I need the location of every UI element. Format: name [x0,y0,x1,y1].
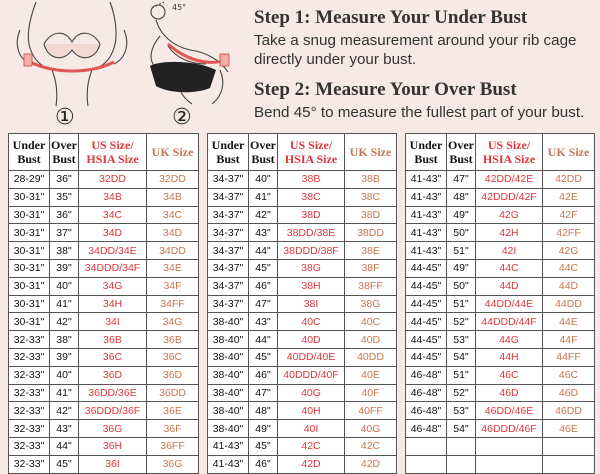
under-bust-cell: 41-43" [208,437,249,455]
table-row [208,366,397,384]
under-bust-cell: 38-40" [208,331,249,349]
uk-size-cell: 44E [543,313,595,331]
over-bust-cell: 40" [50,277,79,295]
over-bust-cell: 36" [50,206,79,224]
over-bust-cell: 53" [447,331,476,349]
over-bust-cell: 42" [50,402,79,420]
under-bust-cell: 34-37" [208,224,249,242]
us-size-cell: 38B [278,171,345,189]
over-bust-cell [447,455,476,473]
uk-size-cell: 36D [147,366,199,384]
uk-size-cell: 42F [543,206,595,224]
us-size-cell: 36DDD/36F [79,402,147,420]
header-us-size: US Size/ HSIA Size [278,134,345,171]
uk-size-cell: 38FF [345,277,397,295]
table-row [9,402,199,420]
uk-size-cell: 32DD [147,171,199,189]
over-bust-cell: 49" [447,259,476,277]
under-bust-cell: 41-43" [406,171,447,189]
uk-size-cell: 40G [345,420,397,438]
table-row [208,331,397,349]
uk-size-cell: 42FF [543,224,595,242]
over-bust-cell: 48" [447,188,476,206]
table-row [9,455,199,473]
uk-size-cell: 38G [345,295,397,313]
over-bust-cell: 43" [249,313,278,331]
us-size-cell: 36H [79,437,147,455]
table-row [406,455,595,473]
table-row [9,188,199,206]
under-bust-cell: 28-29" [9,171,50,189]
uk-size-cell: 34E [147,259,199,277]
size-table-3 [405,133,595,474]
table-row [406,402,595,420]
uk-size-cell: 38E [345,242,397,260]
header-us-size: US Size/ HSIA Size [79,134,147,171]
under-bust-cell: 34-37" [208,171,249,189]
over-bust-cell: 39" [50,348,79,366]
table-row [406,206,595,224]
over-bust-cell: 41" [50,384,79,402]
over-bust-cell: 54" [447,348,476,366]
under-bust-cell: 34-37" [208,277,249,295]
measuring-illustration [0,0,240,132]
uk-size-cell: 34F [147,277,199,295]
table-row [9,206,199,224]
under-bust-cell: 46-48" [406,402,447,420]
us-size-cell: 46DDD/46F [476,420,543,438]
shorts [150,62,216,92]
us-size-cell: 40G [278,384,345,402]
table-row [208,295,397,313]
over-bust-cell: 44" [249,331,278,349]
under-bust-cell: 46-48" [406,366,447,384]
table-row [9,437,199,455]
header-under-bust: Under Bust [406,134,447,171]
over-bust-cell: 41" [50,295,79,313]
under-bust-cell: 46-48" [406,384,447,402]
under-bust-cell: 41-43" [406,206,447,224]
over-bust-cell: 39" [50,259,79,277]
uk-size-cell [543,437,595,455]
table-row [9,313,199,331]
uk-size-cell: 38B [345,171,397,189]
table-row [208,455,397,473]
table-row [406,188,595,206]
table-row [406,224,595,242]
uk-size-cell [543,455,595,473]
over-bust-cell: 53" [447,402,476,420]
us-size-cell: 32DD [79,171,147,189]
under-bust-cell: 32-33" [9,420,50,438]
over-bust-cell: 38" [50,331,79,349]
us-size-cell: 36D [79,366,147,384]
us-size-cell: 42D [278,455,345,473]
table-row [9,277,199,295]
us-size-cell: 42C [278,437,345,455]
header-uk-size: UK Size [543,134,595,171]
over-bust-cell: 45" [249,259,278,277]
under-bust-cell: 32-33" [9,366,50,384]
us-size-cell: 44C [476,259,543,277]
table-row [208,206,397,224]
over-bust-cell: 44" [249,242,278,260]
us-size-cell: 40DD/40E [278,348,345,366]
us-size-cell: 42DD/42E [476,171,543,189]
over-bust-cell: 50" [447,224,476,242]
table-row [208,348,397,366]
us-size-cell: 46DD/46E [476,402,543,420]
table-row [406,259,595,277]
table-row [406,242,595,260]
us-size-cell: 44DDD/44F [476,313,543,331]
table-row [406,171,595,189]
us-size-cell: 44H [476,348,543,366]
uk-size-cell: 36G [147,455,199,473]
uk-size-cell: 34DD [147,242,199,260]
over-bust-cell: 52" [447,313,476,331]
table-row [406,277,595,295]
uk-size-cell: 36C [147,348,199,366]
uk-size-cell: 42E [543,188,595,206]
over-bust-cell: 41" [249,188,278,206]
under-bust-cell: 32-33" [9,348,50,366]
under-bust-cell: 41-43" [406,188,447,206]
us-size-cell: 34C [79,206,147,224]
us-size-cell: 44D [476,277,543,295]
under-bust-cell: 34-37" [208,206,249,224]
us-size-cell: 38I [278,295,345,313]
us-size-cell: 40D [278,331,345,349]
table-row [406,366,595,384]
us-size-cell: 40C [278,313,345,331]
header-us-size: US Size/ HSIA Size [476,134,543,171]
us-size-cell: 46C [476,366,543,384]
under-bust-cell: 30-31" [9,188,50,206]
us-size-cell: 38G [278,259,345,277]
size-table-2 [207,133,397,474]
over-bust-cell: 45" [249,437,278,455]
us-size-cell: 38H [278,277,345,295]
under-bust-cell: 30-31" [9,242,50,260]
table-row [9,420,199,438]
us-size-cell: 36DD/36E [79,384,147,402]
over-bust-cell: 40" [249,171,278,189]
table-row [208,420,397,438]
under-bust-cell [406,437,447,455]
us-size-cell [476,455,543,473]
under-bust-cell: 30-31" [9,295,50,313]
us-size-cell: 44G [476,331,543,349]
uk-size-cell: 34G [147,313,199,331]
over-bust-cell: 45" [50,455,79,473]
us-size-cell: 42H [476,224,543,242]
under-bust-cell: 44-45" [406,331,447,349]
under-bust-cell: 44-45" [406,313,447,331]
over-bust-cell [447,437,476,455]
us-size-cell: 34H [79,295,147,313]
us-size-cell: 36B [79,331,147,349]
table-row [208,437,397,455]
us-size-cell: 40I [278,420,345,438]
over-bust-cell: 51" [447,295,476,313]
uk-size-cell: 34D [147,224,199,242]
over-bust-cell: 42" [50,313,79,331]
table-row [406,384,595,402]
uk-size-cell: 42C [345,437,397,455]
over-bust-cell: 43" [50,420,79,438]
over-bust-cell: 44" [50,437,79,455]
under-bust-cell: 32-33" [9,455,50,473]
header-under-bust: Under Bust [9,134,50,171]
under-bust-cell [406,455,447,473]
over-bust-cell: 51" [447,366,476,384]
step-2-marker: ② [172,105,192,130]
under-bust-cell: 30-31" [9,206,50,224]
table-row [406,313,595,331]
table-row [208,224,397,242]
table-row [208,242,397,260]
us-size-cell: 40DDD/40F [278,366,345,384]
table-row [9,331,199,349]
header-over-bust: Over Bust [249,134,278,171]
measuring-figures-drawing [0,0,240,132]
uk-size-cell: 40E [345,366,397,384]
us-size-cell: 36C [79,348,147,366]
uk-size-cell: 36DD [147,384,199,402]
under-bust-cell: 44-45" [406,348,447,366]
table-row [9,171,199,189]
us-size-cell: 40H [278,402,345,420]
table-row [9,224,199,242]
uk-size-cell: 44F [543,331,595,349]
uk-size-cell: 40C [345,313,397,331]
under-bust-cell: 38-40" [208,402,249,420]
tape-under-bust [24,54,114,71]
angle-label: 45° [172,3,187,12]
under-bust-cell: 30-31" [9,224,50,242]
under-bust-cell: 32-33" [9,402,50,420]
under-bust-cell: 38-40" [208,366,249,384]
us-size-cell: 38DDD/38F [278,242,345,260]
uk-size-cell: 42D [345,455,397,473]
step-1-description: Take a snug measurement around your rib cage directly under your bust. [254,32,577,68]
over-bust-cell: 50" [447,277,476,295]
table-row [208,259,397,277]
table-row [406,420,595,438]
under-bust-cell: 30-31" [9,313,50,331]
uk-size-cell: 38C [345,188,397,206]
over-bust-cell: 47" [249,384,278,402]
over-bust-cell: 45" [249,348,278,366]
step-1-title: Step 1: Measure Your Under Bust [254,7,528,28]
table-row [208,277,397,295]
table-row [406,348,595,366]
over-bust-cell: 40" [50,366,79,384]
under-bust-cell: 44-45" [406,295,447,313]
table-row [208,402,397,420]
under-bust-cell: 34-37" [208,295,249,313]
us-size-cell: 34G [79,277,147,295]
uk-size-cell: 46E [543,420,595,438]
us-size-cell: 42DDD/42F [476,188,543,206]
us-size-cell: 34DDD/34F [79,259,147,277]
over-bust-cell: 47" [249,295,278,313]
under-bust-cell: 41-43" [208,455,249,473]
over-bust-cell: 36" [50,171,79,189]
table-row [208,171,397,189]
us-size-cell: 36I [79,455,147,473]
table-row [9,242,199,260]
under-bust-cell: 38-40" [208,420,249,438]
table-row [406,295,595,313]
over-bust-cell: 49" [447,206,476,224]
under-bust-cell: 34-37" [208,242,249,260]
table-row [9,259,199,277]
header-over-bust: Over Bust [50,134,79,171]
table-row [9,295,199,313]
us-size-cell: 38D [278,206,345,224]
header-uk-size: UK Size [345,134,397,171]
us-size-cell: 46D [476,384,543,402]
uk-size-cell: 38D [345,206,397,224]
under-bust-cell: 32-33" [9,384,50,402]
uk-size-cell: 34C [147,206,199,224]
us-size-cell: 38DD/38E [278,224,345,242]
us-size-cell: 34B [79,188,147,206]
uk-size-cell: 34FF [147,295,199,313]
uk-size-cell: 34B [147,188,199,206]
uk-size-cell: 38F [345,259,397,277]
under-bust-cell: 32-33" [9,437,50,455]
table-row [208,384,397,402]
under-bust-cell: 38-40" [208,313,249,331]
table-row [208,188,397,206]
over-bust-cell: 46" [249,277,278,295]
uk-size-cell: 44C [543,259,595,277]
over-bust-cell: 48" [249,402,278,420]
us-size-cell: 34I [79,313,147,331]
uk-size-cell: 36E [147,402,199,420]
over-bust-cell: 54" [447,420,476,438]
measuring-steps [254,6,598,122]
us-size-cell: 42G [476,206,543,224]
us-size-cell: 42I [476,242,543,260]
us-size-cell: 38C [278,188,345,206]
us-size-cell [476,437,543,455]
table-row [406,331,595,349]
under-bust-cell: 46-48" [406,420,447,438]
uk-size-cell: 44D [543,277,595,295]
under-bust-cell: 41-43" [406,242,447,260]
under-bust-cell: 38-40" [208,384,249,402]
table-row [208,313,397,331]
over-bust-cell: 42" [249,206,278,224]
uk-size-cell: 40FF [345,402,397,420]
uk-size-cell: 36F [147,420,199,438]
under-bust-cell: 34-37" [208,259,249,277]
under-bust-cell: 41-43" [406,224,447,242]
uk-size-cell: 36B [147,331,199,349]
figure-under-bust [17,2,127,106]
step-2-title: Step 2: Measure Your Over Bust [254,79,517,100]
header-uk-size: UK Size [147,134,199,171]
under-bust-cell: 38-40" [208,348,249,366]
under-bust-cell: 44-45" [406,259,447,277]
under-bust-cell: 32-33" [9,331,50,349]
uk-size-cell: 44FF [543,348,595,366]
uk-size-cell: 42G [543,242,595,260]
us-size-cell: 34D [79,224,147,242]
under-bust-cell: 30-31" [9,277,50,295]
uk-size-cell: 40F [345,384,397,402]
over-bust-cell: 49" [249,420,278,438]
table-row [9,348,199,366]
table-row [9,366,199,384]
us-size-cell: 44DD/44E [476,295,543,313]
over-bust-cell: 51" [447,242,476,260]
over-bust-cell: 46" [249,366,278,384]
over-bust-cell: 38" [50,242,79,260]
uk-size-cell: 38DD [345,224,397,242]
under-bust-cell: 30-31" [9,259,50,277]
uk-size-cell: 40DD [345,348,397,366]
uk-size-cell: 46D [543,384,595,402]
us-size-cell: 36G [79,420,147,438]
step-1-marker: ① [55,105,75,130]
under-bust-cell: 44-45" [406,277,447,295]
uk-size-cell: 40D [345,331,397,349]
us-size-cell: 34DD/34E [79,242,147,260]
uk-size-cell: 44DD [543,295,595,313]
over-bust-cell: 52" [447,384,476,402]
over-bust-cell: 43" [249,224,278,242]
step-2-description: Bend 45° to measure the fullest part of your bust. [254,104,585,121]
over-bust-cell: 37" [50,224,79,242]
header-over-bust: Over Bust [447,134,476,171]
uk-size-cell: 42DD [543,171,595,189]
uk-size-cell: 36FF [147,437,199,455]
over-bust-cell: 46" [249,455,278,473]
size-table-1 [8,133,199,474]
table-row [9,384,199,402]
uk-size-cell: 46DD [543,402,595,420]
over-bust-cell: 47" [447,171,476,189]
header-under-bust: Under Bust [208,134,249,171]
table-row [406,437,595,455]
uk-size-cell: 46C [543,366,595,384]
under-bust-cell: 34-37" [208,188,249,206]
over-bust-cell: 35" [50,188,79,206]
